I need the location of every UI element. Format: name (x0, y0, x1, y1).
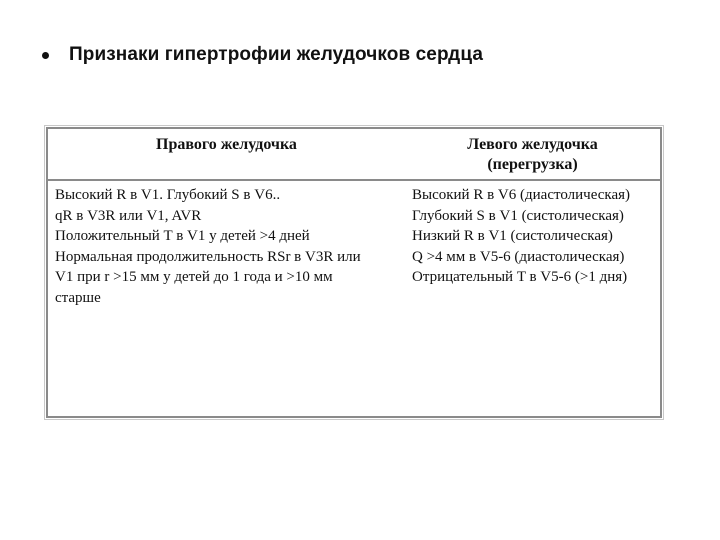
slide-title (42, 44, 483, 66)
header-left-ventricle-line1: Левого желудочка (467, 136, 598, 153)
left-ventricle-signs (407, 185, 660, 308)
right-ventricle-sign: Положительный T в V1 у детей >4 дней (55, 228, 310, 244)
right-ventricle-sign: Нормальная продолжительность RSr в V3R или (55, 248, 361, 265)
left-ventricle-sign: Отрицательный T в V5-6 (>1 дня) (412, 269, 628, 285)
right-ventricle-sign: старше (55, 289, 101, 306)
left-ventricle-sign: Глубокий S в V1 (систолическая) (412, 207, 624, 224)
header-left-ventricle-line2: (перегрузка) (487, 156, 578, 173)
header-right-ventricle-text: Правого желудочка (156, 136, 297, 153)
right-ventricle-signs (48, 185, 407, 308)
header-left-ventricle (405, 129, 660, 179)
right-ventricle-sign: qR в V3R или V1, AVR (55, 207, 202, 224)
right-ventricle-sign: V1 при r >15 мм у детей до 1 года и >10 мм (55, 269, 333, 285)
slide-title-text: Признаки гипертрофии желудочков сердца (69, 44, 484, 65)
bullet-icon (42, 52, 49, 59)
header-right-ventricle (48, 129, 405, 179)
hypertrophy-table (46, 127, 662, 418)
right-ventricle-sign: Высокий R в V1. Глубокий S в V6.. (55, 187, 281, 203)
table-body-row (48, 181, 660, 308)
left-ventricle-sign: Q >4 мм в V5-6 (диастолическая) (412, 248, 625, 265)
left-ventricle-sign: Низкий R в V1 (систолическая) (412, 228, 613, 244)
table-header-row (48, 129, 660, 181)
left-ventricle-sign: Высокий R в V6 (диастолическая) (412, 187, 630, 203)
